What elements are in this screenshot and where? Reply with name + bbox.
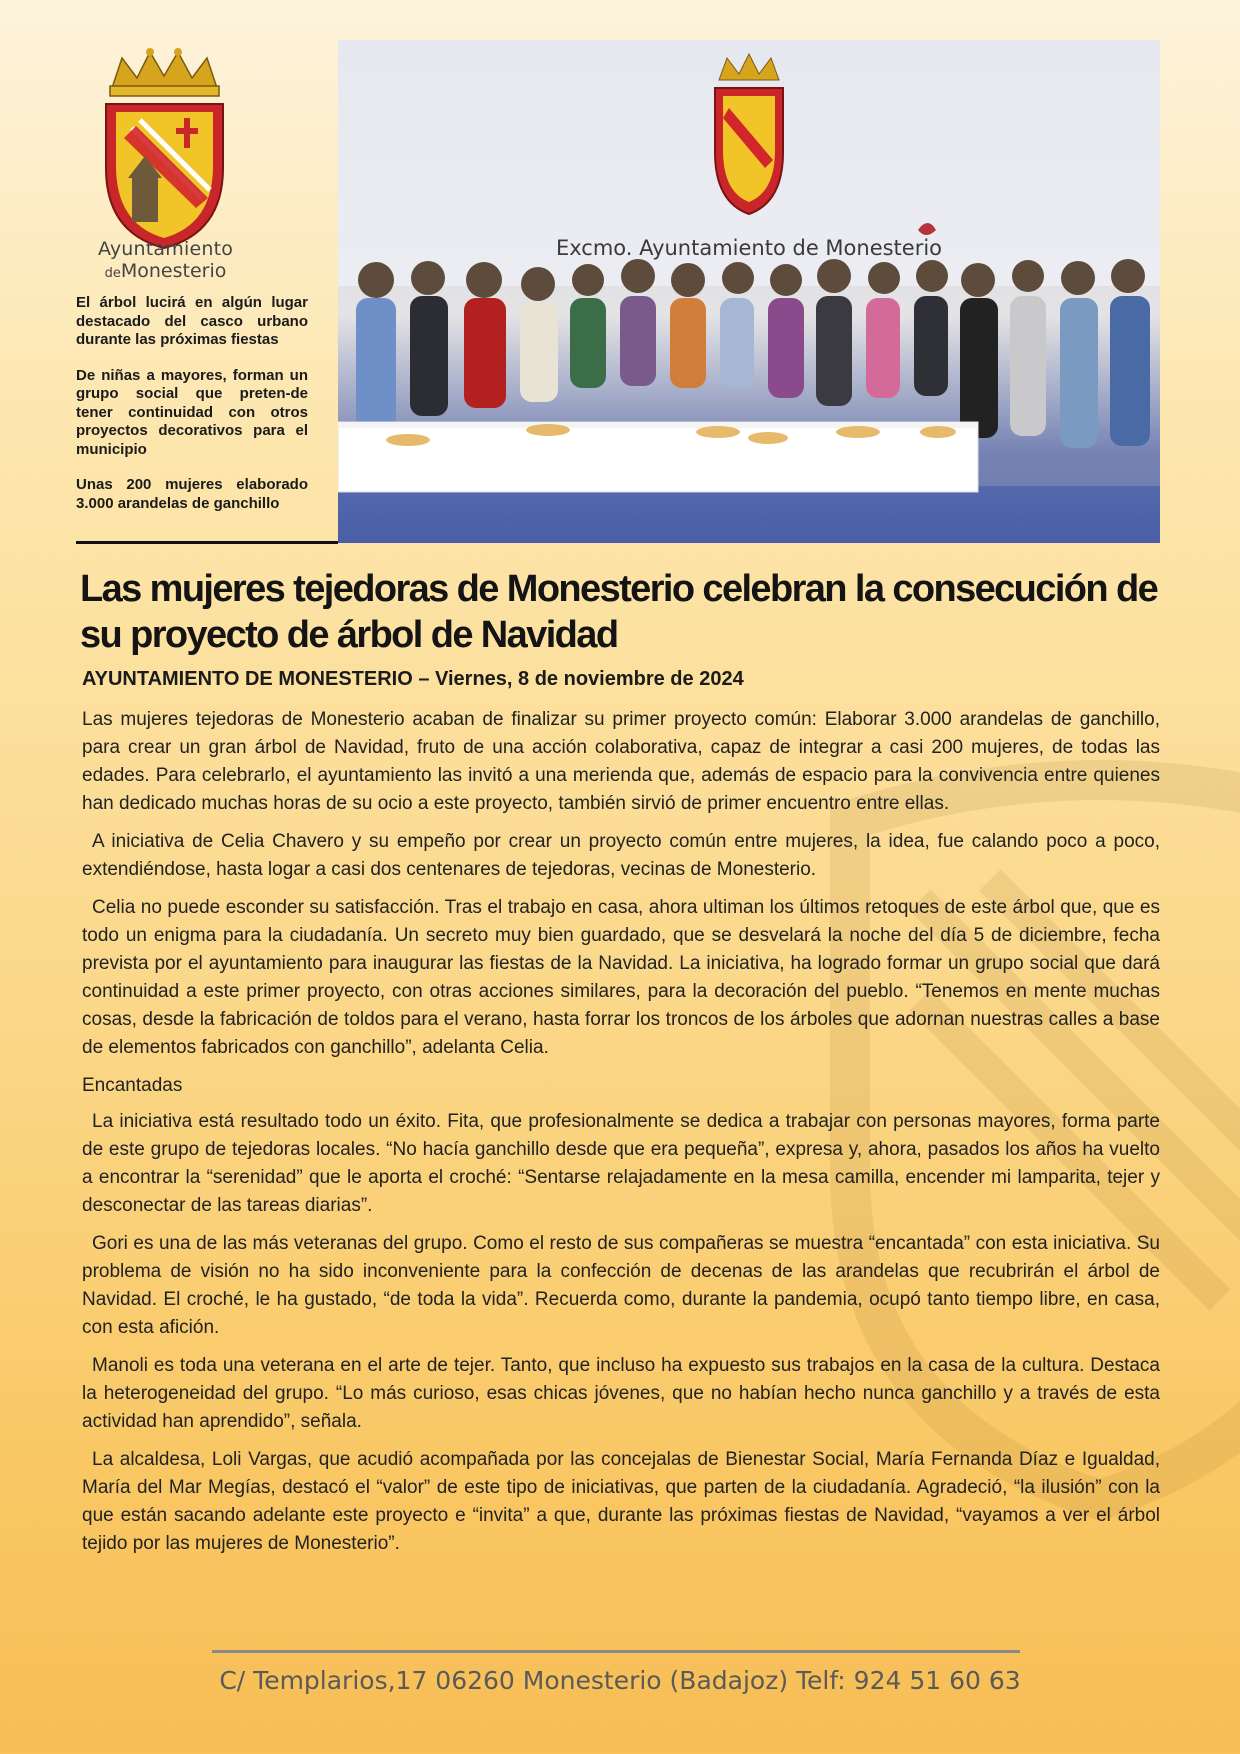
footer-address: C/ Templarios,17 06260 Monesterio (Badajoz) Telf: 924 51 60 63 (219, 1666, 1021, 1695)
photo-backdrop-caption: Excmo. Ayuntamiento de Monesterio (555, 236, 943, 260)
sidebar-highlight: El árbol lucirá en algún lugar destacado del casco urbano durante las próximas fiestas (76, 294, 308, 348)
article-body (82, 706, 1160, 1568)
article-paragraph: La iniciativa está resultado todo un éxito. Fita, que profesionalmente se dedica a trabajar con personas mayores, forma parte de este grupo de tejedoras locales. “No hacía ganchillo desde que era pequeña”, expresa y, ahora, pasados los años ha vuelto a encontrar la “serenidad” que le aporta el croché: “Sentarse relajadamente en la mesa camilla, encender mi lamparita, tejer y desconectar de las tareas diarias”. (82, 1111, 1160, 1216)
logo-line-2: Monesterio (120, 260, 227, 282)
article-paragraph: A iniciativa de Celia Chavero y su empeño por crear un proyecto común entre mujeres, la idea, fue calando poco a poco, extendiéndose, hasta logar a casi dos centenares de tejedoras, vecinas de Monesterio. (82, 831, 1160, 880)
article-paragraph: La alcaldesa, Loli Vargas, que acudió acompañada por las concejalas de Bienestar Social, María Fernanda Díaz e Igualdad, María del Mar Megías, destacó el “valor” de este tipo de iniciativas, que parten de la ciudadanía. Agradeció, “la ilusión” con la que están sacando adelante este proyecto e “invita” a que, durante las próximas fiestas de Navidad, “vayamos a ver el árbol tejido por las mujeres de Monesterio”. (82, 1449, 1160, 1554)
footer-rule (212, 1650, 1020, 1653)
article-paragraph: Manoli es toda una veterana en el arte de tejer. Tanto, que incluso ha expuesto sus trabajos en la casa de la cultura. Destaca la heterogeneidad del grupo. “Lo más curioso, esas chicas jóvenes, que no habían hecho nunca ganchillo y a través de esta actividad han aprendido”, señala. (82, 1355, 1160, 1432)
sidebar-rule (76, 541, 338, 544)
sidebar-highlights (76, 294, 308, 530)
logo-line-2-prefix: de (104, 266, 121, 281)
article-paragraph: Celia no puede esconder su satisfacción. Tras el trabajo en casa, ahora ultiman los últimos retoques de este árbol que, que es todo un enigma para la ciudadanía. Un secreto muy bien guardado, que se desvelará la noche del día 5 de diciembre, fecha prevista por el ayuntamiento para inaugurar las fiestas de la Navidad. La iniciativa, ha logrado formar un grupo social que dará continuidad a este primer proyecto, con otras acciones similares, para la decoración del pueblo. “Tenemos en mente muchas cosas, desde la fabricación de toldos para el verano, hasta forrar los troncos de los árboles que adornan nuestras calles a base de elementos fabricados con ganchillo”, adelanta Celia. (82, 897, 1160, 1058)
article-paragraph: Gori es una de las más veteranas del grupo. Como el resto de sus compañeras se muestra “encantada” con esta iniciativa. Su problema de visión no ha sido inconveniente para la confección de decenas de las arandelas que recubrirán el árbol de Navidad. El croché, le ha gustado, “de toda la vida”. Recuerda como, durante la pandemia, ocupó tanto tiempo libre, en casa, con esta afición. (82, 1233, 1160, 1338)
article-paragraph: Las mujeres tejedoras de Monesterio acaban de finalizar su primer proyecto común: Elaborar 3.000 arandelas de ganchillo, para crear un gran árbol de Navidad, fruto de una acción colaborativa, capaz de integrar a casi 200 mujeres, de todas las edades. Para celebrarlo, el ayuntamiento las invitó a una merienda que, además de espacio para la convivencia entre quienes han dedicado muchas horas de su ocio a este proyecto, también sirvió de primer encuentro entre ellas. (82, 709, 1160, 814)
group-photo (338, 40, 1160, 543)
group-photo-illustration (338, 40, 1160, 543)
sidebar-highlight: Unas 200 mujeres elaborado 3.000 arandelas de ganchillo (76, 476, 308, 512)
article-subheading: Encantadas (82, 1075, 183, 1096)
logo-line-1: Ayuntamiento (97, 238, 234, 260)
article-dateline: AYUNTAMIENTO DE MONESTERIO – Viernes, 8 de noviembre de 2024 (82, 668, 744, 690)
article-headline: Las mujeres tejedoras de Monesterio celebran la consecución de su proyecto de árbol de Navidad (80, 568, 1158, 656)
sidebar-highlight: De niñas a mayores, forman un grupo social que preten-de tener continuidad con otros proyectos decorativos para el municipio (76, 366, 308, 458)
municipality-logo-text (78, 238, 253, 285)
